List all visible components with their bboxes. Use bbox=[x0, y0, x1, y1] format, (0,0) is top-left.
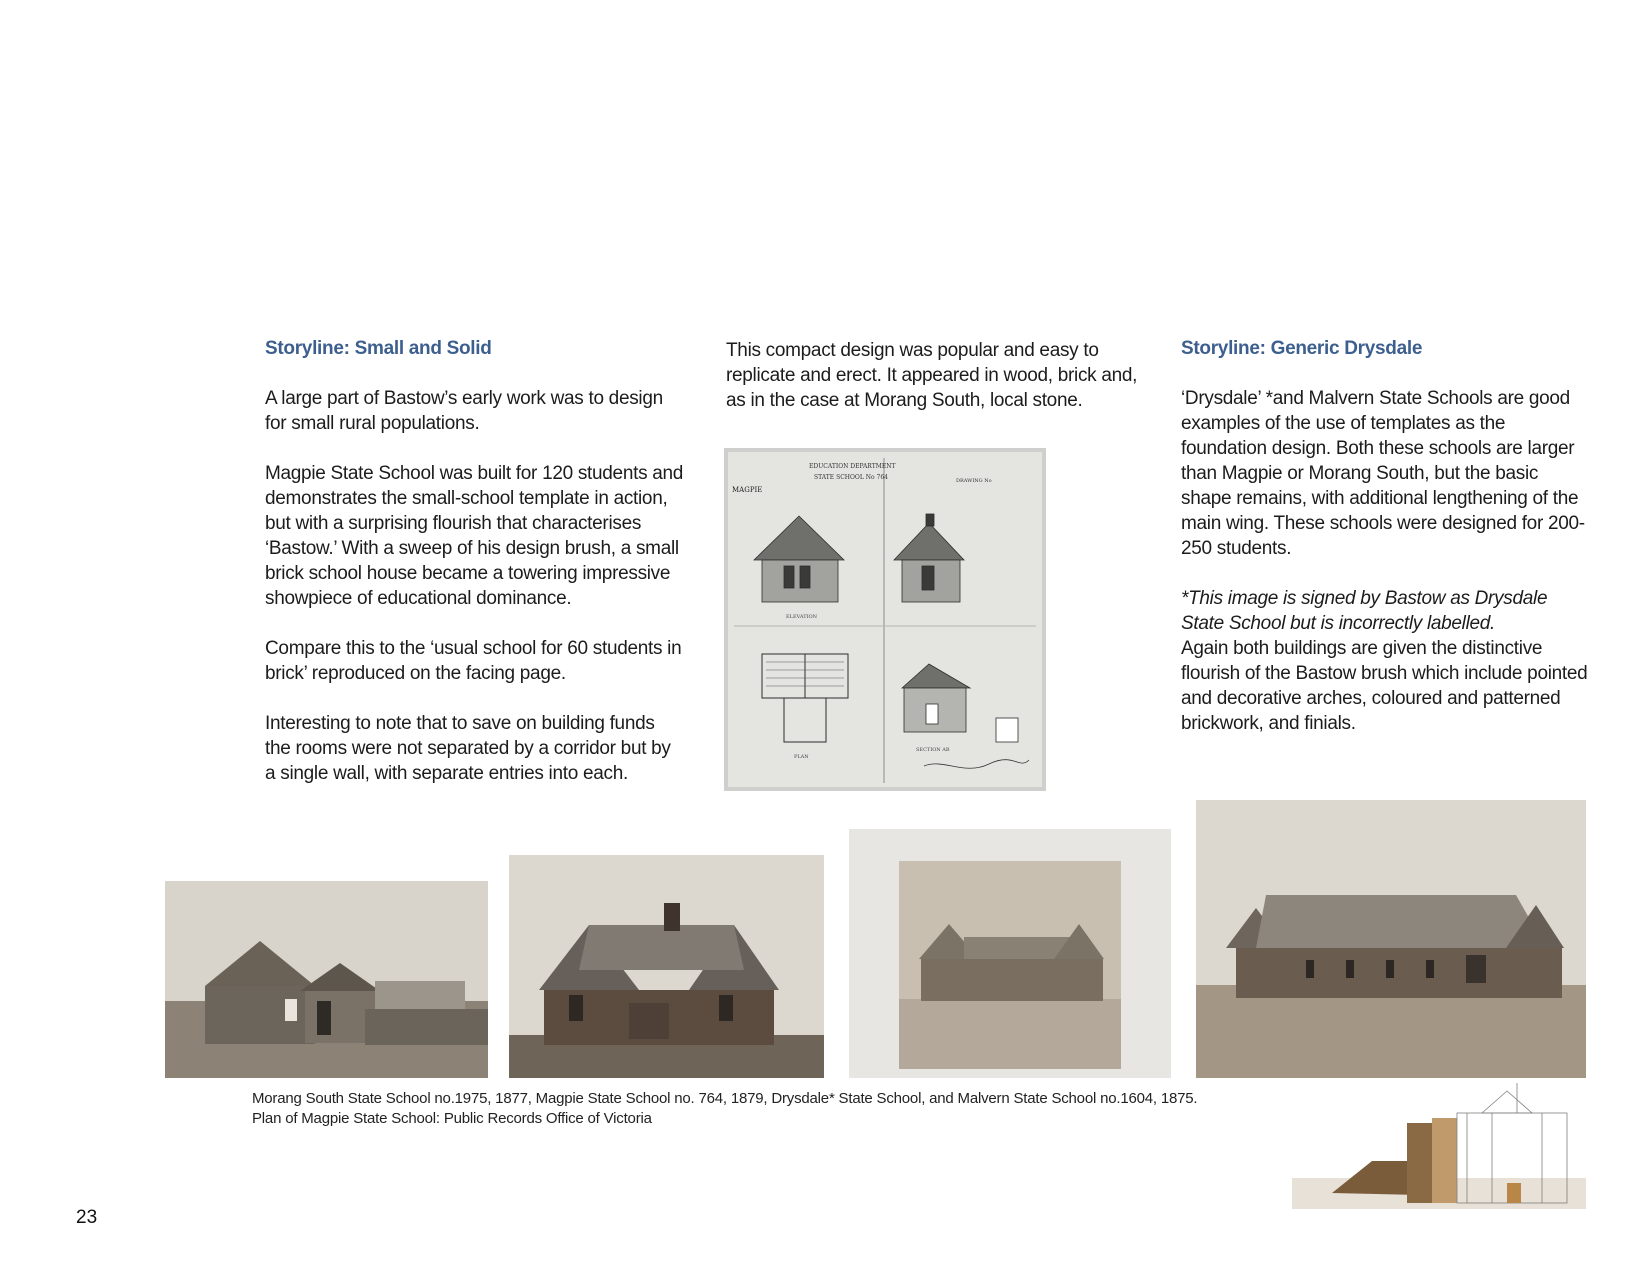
paragraph: Interesting to note that to save on building funds the rooms were not separated by a corridor but by a single wall, with separate entries into each. bbox=[265, 713, 671, 784]
paragraph: A large part of Bastow’s early work was to design for small rural populations. bbox=[265, 388, 663, 434]
plan-school-no-label: STATE SCHOOL No 764 bbox=[814, 474, 888, 481]
heading-small-and-solid: Storyline: Small and Solid bbox=[265, 338, 492, 359]
italic-note: *This image is signed by Bastow as Drysdale State School but is incorrectly labelled. bbox=[1181, 588, 1548, 634]
caption-line-1: Morang South State School no.1975, 1877, Magpie State School no. 764, 1879, Drysdale* State School, and Malvern State School no.1604, 1875. bbox=[252, 1090, 1198, 1107]
paragraph: Magpie State School was built for 120 students and demonstrates the small-school template in action, but with a surprising flourish that characterises ‘Bastow.’ With a sweep of his design brush, a small brick school house became a towering impressive showpiece of educational dominance. bbox=[265, 463, 684, 609]
magpie-photo bbox=[509, 855, 824, 1078]
architectural-rendering bbox=[1292, 1083, 1586, 1209]
page-number: 23 bbox=[76, 1207, 98, 1228]
plan-section-label: SECTION AB bbox=[916, 747, 950, 753]
drysdale-photo bbox=[849, 829, 1171, 1078]
caption-line-2: Plan of Magpie State School: Public Records Office of Victoria bbox=[252, 1110, 652, 1127]
plan-school-name-label: MAGPIE bbox=[732, 486, 763, 494]
plan-dept-label: EDUCATION DEPARTMENT bbox=[809, 463, 896, 470]
plan-label: PLAN bbox=[794, 754, 809, 760]
paragraph: Again both buildings are given the distinctive flourish of the Bastow brush which include pointed and decorative arches, coloured and patterned brickwork, and finials. bbox=[1181, 638, 1588, 734]
plan-drawing-no-label: DRAWING No bbox=[956, 478, 992, 484]
magpie-plan-drawing bbox=[724, 448, 1046, 791]
left-column bbox=[265, 336, 685, 811]
paragraph: Compare this to the ‘usual school for 60 students in brick’ reproduced on the facing page. bbox=[265, 638, 682, 684]
plan-elevation-label: ELEVATION bbox=[786, 614, 818, 620]
heading-generic-drysdale: Storyline: Generic Drysdale bbox=[1181, 338, 1423, 359]
photo-caption bbox=[252, 1089, 1197, 1129]
malvern-photo bbox=[1196, 800, 1586, 1078]
paragraph-compact-design: This compact design was popular and easy to replicate and erect. It appeared in wood, brick and, as in the case at Morang South, local stone. bbox=[726, 340, 1138, 411]
morang-south-photo bbox=[165, 881, 488, 1078]
middle-column bbox=[726, 338, 1146, 438]
right-column bbox=[1181, 336, 1591, 761]
paragraph: ‘Drysdale’ *and Malvern State Schools are good examples of the use of templates as the foundation design. Both these schools are larger than Magpie or Morang South, but the basic shape remains, with additional lengthening of the main wing. These schools were designed for 200-250 students. bbox=[1181, 388, 1585, 559]
